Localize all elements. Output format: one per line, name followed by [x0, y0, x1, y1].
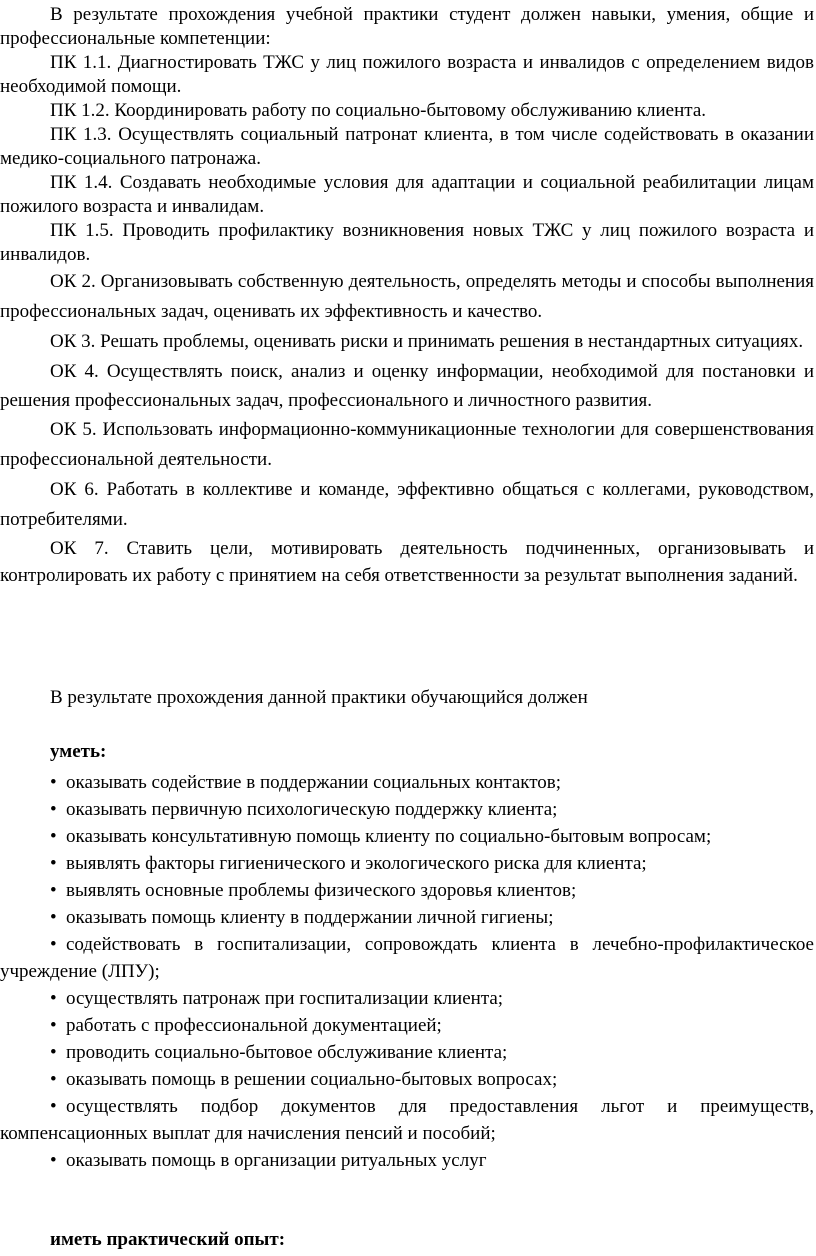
competency-ok-2: ОК 2. Организовывать собственную деятельность, определять методы и способы выполнения профессиональных задач, оценивать их эффективность и качество. — [0, 271, 814, 322]
list-item-text: выявлять основные проблемы физического здоровья клиентов; — [66, 880, 577, 901]
competency-pk-1-4: ПК 1.4. Создавать необходимые условия для адаптации и социальной реабилитации лицам пожилого возраста и инвалидам. — [0, 172, 814, 217]
list-item-text: оказывать помощь в решении социально-бытовых вопросах; — [66, 1069, 558, 1090]
list-item-text: проводить социально-бытовое обслуживание клиента; — [66, 1042, 508, 1063]
bullet-icon: • — [50, 1069, 57, 1090]
list-item-text: оказывать содействие в поддержании социальных контактов; — [66, 772, 562, 793]
list-item — [0, 823, 814, 850]
list-item — [0, 1012, 814, 1039]
list-item-text: осуществлять патронаж при госпитализации клиента; — [66, 988, 504, 1009]
competency-pk-1-1: ПК 1.1. Диагностировать ТЖС у лиц пожилого возраста и инвалидов с определением видов необходимой помощи. — [0, 52, 814, 97]
list-item — [0, 769, 814, 796]
bullet-icon: • — [50, 907, 57, 928]
list-item-text: содействовать в госпитализации, сопровождать клиента в лечебно-профилактическое учреждение (ЛПУ); — [0, 934, 814, 982]
bullet-icon: • — [50, 826, 57, 847]
list-item — [0, 850, 814, 877]
list-item-text: оказывать консультативную помощь клиенту по социально-бытовым вопросам; — [66, 826, 712, 847]
list-item — [0, 985, 814, 1012]
practice-lead-text: В результате прохождения данной практики обучающийся должен — [50, 687, 588, 708]
bullet-icon: • — [50, 1150, 57, 1171]
list-item — [0, 931, 814, 985]
competency-pk-1-2: ПК 1.2. Координировать работу по социально-бытовому обслуживанию клиента. — [50, 100, 707, 121]
bullet-icon: • — [50, 1096, 57, 1117]
list-item-text: выявлять факторы гигиенического и экологического риска для клиента; — [66, 853, 647, 874]
competency-ok-6: ОК 6. Работать в коллективе и команде, эффективно общаться с коллегами, руководством, потребителями. — [0, 479, 814, 530]
list-item — [0, 796, 814, 823]
intro-paragraph: В результате прохождения учебной практики студент должен навыки, умения, общие и профессиональные компетенции: — [0, 4, 814, 49]
list-item — [0, 1093, 814, 1147]
list-item — [0, 1147, 814, 1174]
list-item — [0, 904, 814, 931]
competency-ok-5: ОК 5. Использовать информационно-коммуникационные технологии для совершенствования профессиональной деятельности. — [0, 419, 814, 470]
list-item-text: оказывать первичную психологическую поддержку клиента; — [66, 799, 558, 820]
list-item — [0, 1039, 814, 1066]
competency-ok-3: ОК 3. Решать проблемы, оценивать риски и принимать решения в нестандартных ситуациях. — [50, 331, 804, 352]
competency-ok-7: ОК 7. Ставить цели, мотивировать деятельность подчиненных, организовывать и контролировать их работу с принятием на себя ответственности за результат выполнения заданий. — [0, 538, 814, 586]
skills-heading: уметь: — [50, 741, 107, 762]
bullet-icon: • — [50, 772, 57, 793]
competency-pk-1-5: ПК 1.5. Проводить профилактику возникновения новых ТЖС у лиц пожилого возраста и инвалидов. — [0, 220, 814, 265]
bullet-icon: • — [50, 934, 57, 955]
list-item-text: работать с профессиональной документацией; — [66, 1015, 442, 1036]
bullet-icon: • — [50, 1042, 57, 1063]
bullet-icon: • — [50, 988, 57, 1009]
list-item — [0, 1066, 814, 1093]
bullet-icon: • — [50, 880, 57, 901]
list-item-text: оказывать помощь в организации ритуальных услуг — [66, 1150, 487, 1171]
bullet-icon: • — [50, 1015, 57, 1036]
skills-list — [0, 769, 814, 1174]
competency-ok-4: ОК 4. Осуществлять поиск, анализ и оценку информации, необходимой для постановки и решения профессиональных задач, профессионального и личностного развития. — [0, 361, 814, 411]
list-item — [0, 877, 814, 904]
list-item-text: оказывать помощь клиенту в поддержании личной гигиены; — [66, 907, 554, 928]
experience-heading: иметь практический опыт: — [50, 1229, 286, 1250]
competency-pk-1-3: ПК 1.3. Осуществлять социальный патронат клиента, в том числе содействовать в оказании медико-социального патронажа. — [0, 124, 814, 169]
competencies-section — [0, 3, 814, 589]
bullet-icon: • — [50, 799, 57, 820]
list-item-text: осуществлять подбор документов для предоставления льгот и преимуществ, компенсационных выплат для начисления пенсий и пособий; — [0, 1096, 814, 1144]
bullet-icon: • — [50, 853, 57, 874]
